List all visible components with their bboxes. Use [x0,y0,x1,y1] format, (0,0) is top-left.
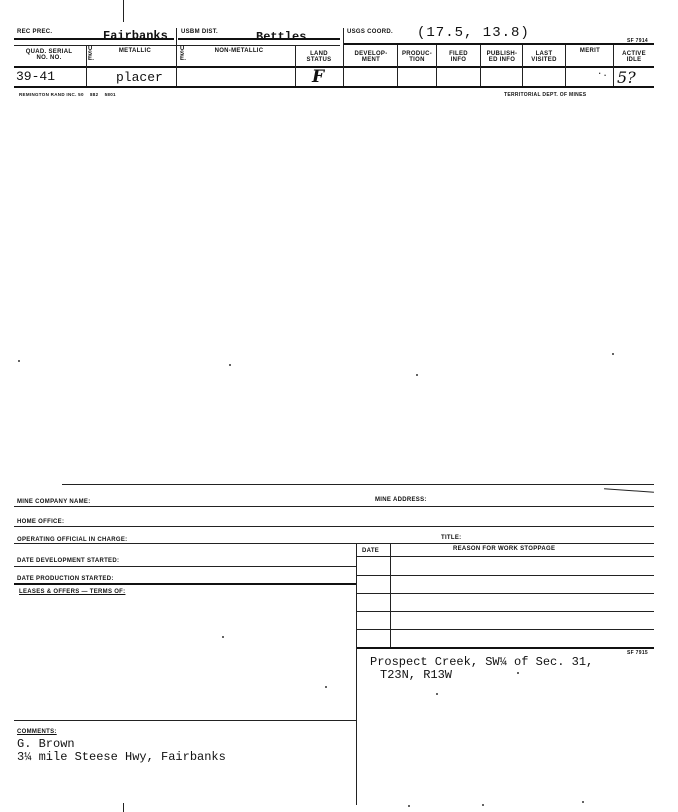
operating-official-label: OPERATING OFFICIAL IN CHARGE: [17,537,128,543]
scan-speck [18,360,20,362]
home-office-label: HOME OFFICE: [17,519,65,525]
rule [14,86,654,88]
location-line-2: T23N, R13W [380,668,453,682]
col-land-status: LAND STATUS [306,51,332,63]
col-use-nonmetallic: U S E. [180,46,187,62]
rule [357,556,654,557]
col-divider [565,45,566,87]
col-divider [343,28,344,87]
col-last-visited: LAST VISITED [531,51,557,63]
rule [14,38,174,40]
rule [344,43,654,45]
col-divider [86,45,87,87]
form-number-lower: SF 7915 [627,650,649,656]
printer-imprint: REMINGTON RAND INC. 50 882 5801 [19,92,116,97]
col-metallic: METALLIC [118,48,152,54]
col-divider [613,45,614,87]
reason-label: REASON FOR WORK STOPPAGE [453,546,556,552]
leases-label: LEASES & OFFERS — TERMS OF: [19,589,126,595]
scan-speck [436,693,438,695]
date-development-label: DATE DEVELOPMENT STARTED: [17,558,120,564]
col-development: DEVELOP- MENT [354,51,388,63]
scan-speck [408,805,410,807]
col-merit: MERIT [579,48,601,54]
scan-speck [416,374,418,376]
rule [357,593,654,594]
col-quad-serial: QUAD. SERIAL NO. NO. [25,49,73,61]
top-tick-mark [123,0,124,22]
rule [357,611,654,612]
scan-speck [325,686,327,688]
date-label: DATE [362,548,380,554]
title-label: TITLE: [441,535,462,541]
scan-speck [612,353,614,355]
scan-speck [517,672,519,674]
rule [14,506,654,507]
comments-line-2: 3¼ mile Steese Hwy, Fairbanks [17,750,226,764]
rule [357,647,654,649]
col-filed-info: FILED INFO [449,51,468,63]
col-published-info: PUBLISH- ED INFO [486,51,518,63]
date-production-label: DATE PRODUCTION STARTED: [17,576,114,582]
usbm-dist-label: USBM DIST. [181,29,219,35]
rule [357,629,654,630]
rule [178,38,340,40]
rec-prec-value: Fairbanks [103,29,168,43]
col-divider [397,45,398,87]
col-divider [522,45,523,87]
scan-speck [222,636,224,638]
rule [14,543,654,544]
comments-line-1: G. Brown [17,737,75,751]
scan-speck [229,364,231,366]
rule [62,484,654,485]
rec-prec-label: REC PREC. [17,29,53,35]
record-quad-serial: 39-41 [16,69,56,84]
rule [357,575,654,576]
col-divider [480,45,481,87]
rule [14,583,357,585]
land-status-mark: F [312,67,325,87]
usgs-coord-label: USGS COORD. [347,29,393,35]
mine-company-label: MINE COMPANY NAME: [17,499,91,505]
col-use-metallic: U S E. [88,46,95,62]
col-divider [176,28,177,87]
rule [14,526,654,527]
active-idle-mark: 5? [617,68,636,87]
usbm-dist-value: Bettles [256,30,307,44]
col-divider [436,45,437,87]
department-imprint: TERRITORIAL DEPT. OF MINES [504,92,587,98]
col-divider [295,45,296,87]
bottom-tick-mark [123,803,124,812]
scan-speck [582,801,584,803]
form-number-top: SF 7914 [627,38,649,44]
usgs-coord-value: (17.5, 13.8) [417,25,530,41]
col-active-idle: ACTIVE IDLE [622,51,646,63]
rule [604,488,654,492]
record-metallic: placer [116,70,163,85]
rule [14,720,357,721]
rule [14,566,357,567]
col-divider [356,543,357,805]
col-non-metallic: NON-METALLIC [214,48,264,54]
merit-mark: ·. [597,69,608,79]
comments-label: COMMENTS: [17,729,57,735]
location-line-1: Prospect Creek, SW¼ of Sec. 31, [370,655,594,669]
mine-address-label: MINE ADDRESS: [375,497,427,503]
col-production: PRODUC- TION [401,51,433,63]
rule [14,45,340,46]
col-divider [390,543,391,647]
scan-speck [482,804,484,806]
rule [14,66,654,68]
